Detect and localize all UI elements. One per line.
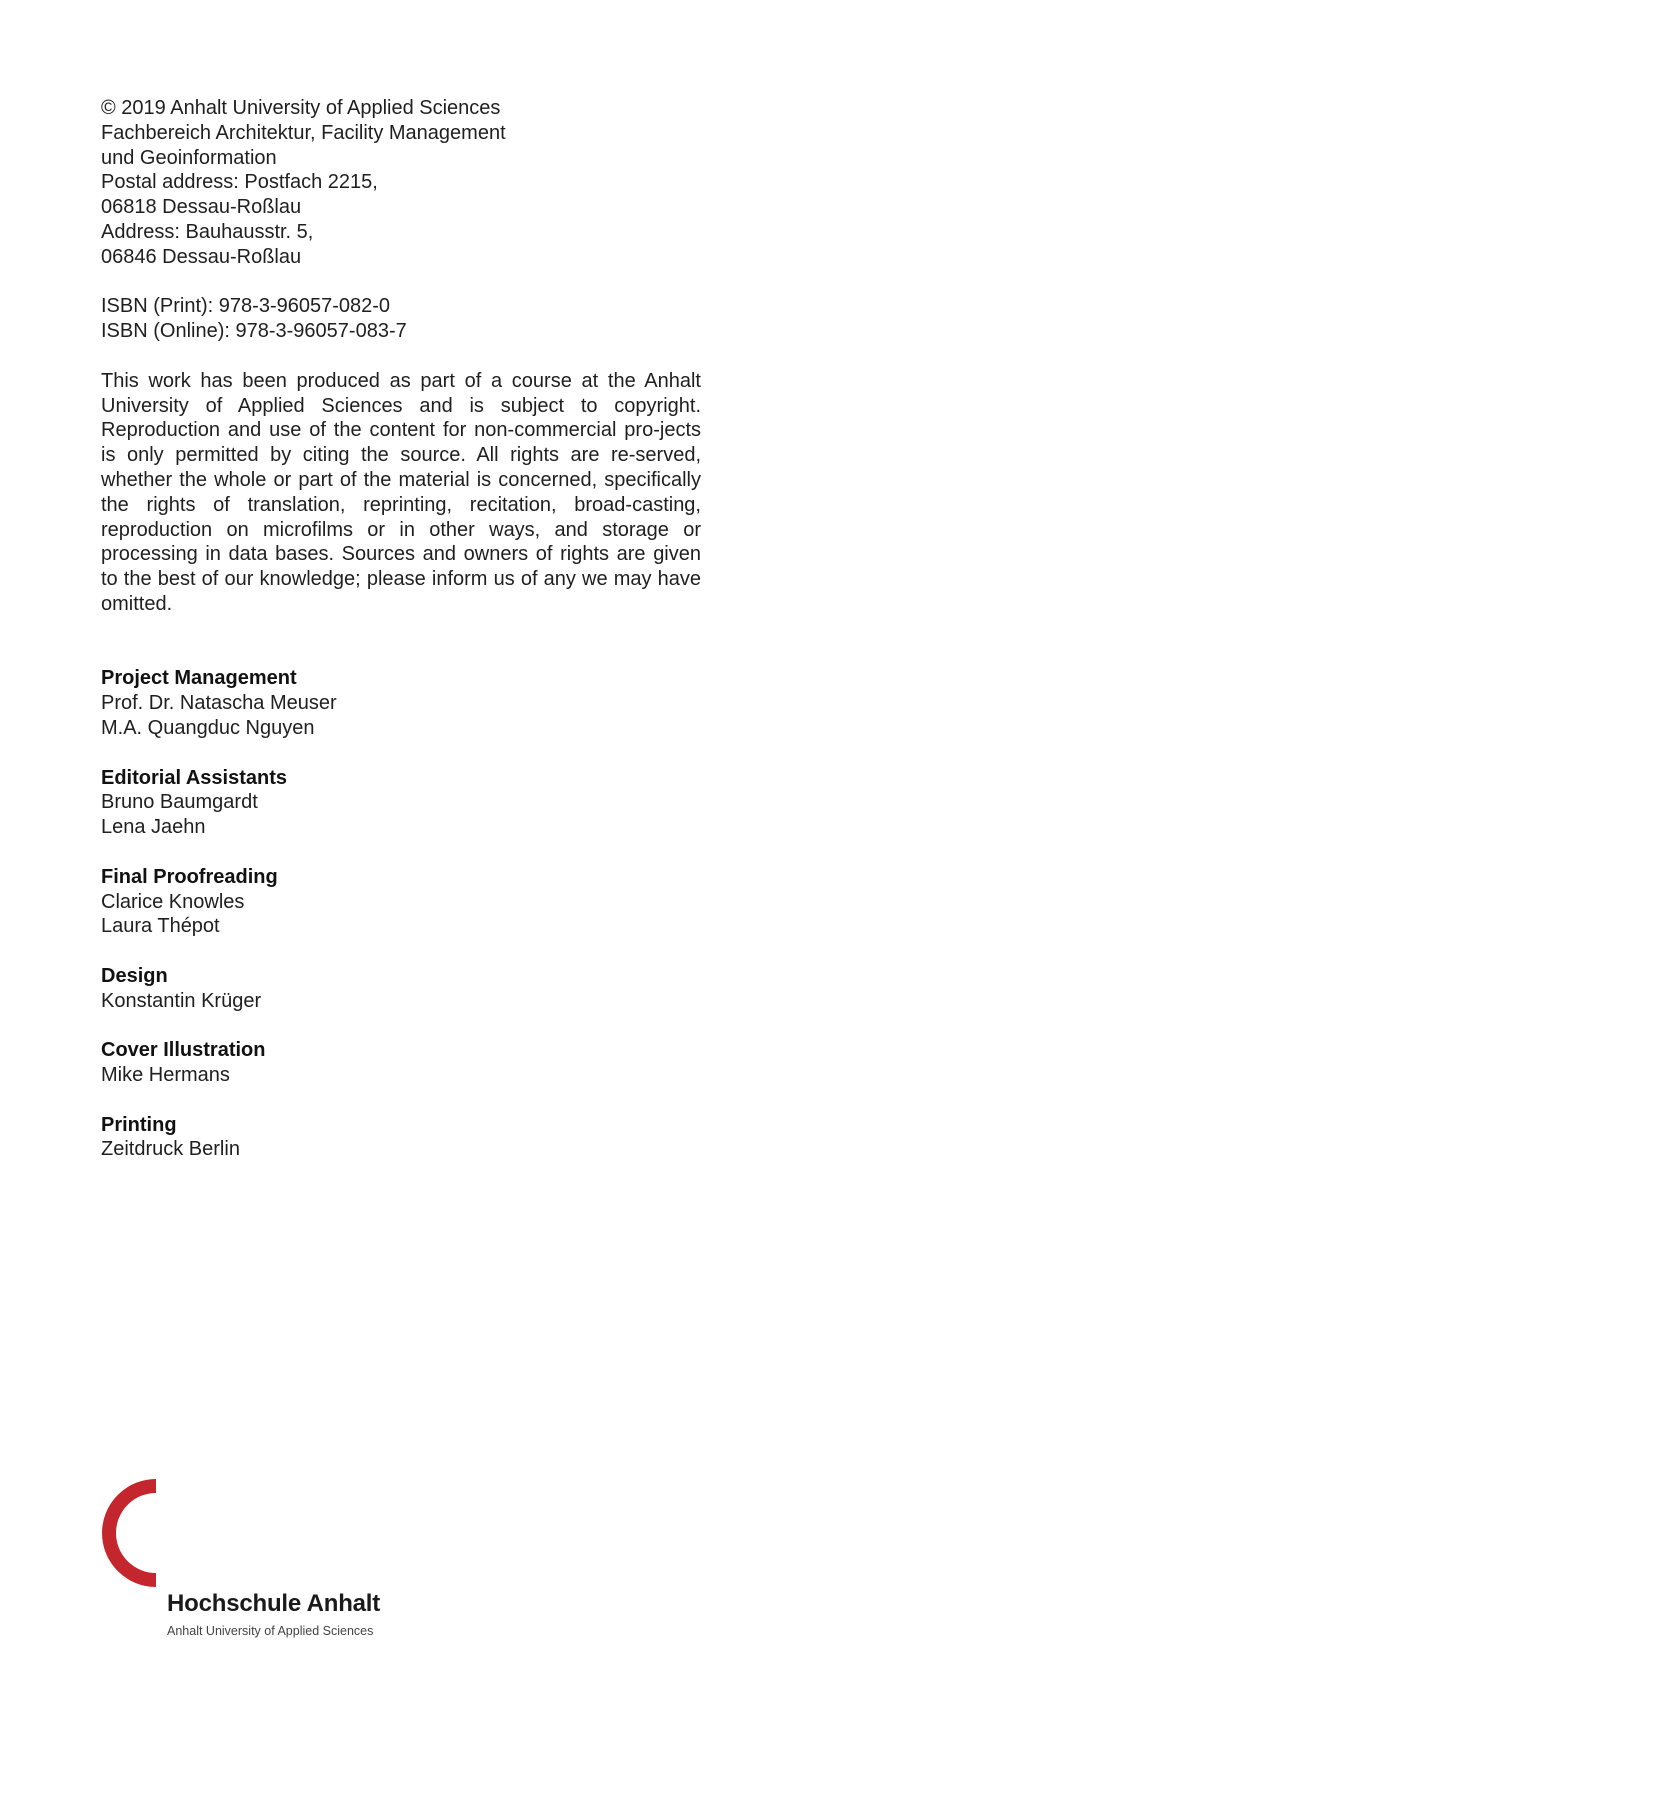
credit-heading: Final Proofreading bbox=[101, 865, 278, 888]
credit-name: Bruno Baumgardt bbox=[101, 791, 258, 814]
credit-heading: Printing bbox=[101, 1113, 177, 1136]
credit-group-editorial-assistants bbox=[101, 766, 701, 840]
publisher-line: und Geoinformation bbox=[101, 146, 277, 169]
hochschule-anhalt-logo bbox=[92, 1478, 412, 1648]
credit-name: Clarice Knowles bbox=[101, 890, 245, 913]
c-arc-shape bbox=[109, 1486, 156, 1580]
imprint-page bbox=[101, 96, 701, 1162]
credit-name: Zeitdruck Berlin bbox=[101, 1138, 240, 1161]
credit-name: Prof. Dr. Natascha Meuser bbox=[101, 692, 337, 715]
credit-heading: Editorial Assistants bbox=[101, 766, 287, 789]
logo-wordmark: Hochschule Anhalt bbox=[167, 1590, 381, 1617]
isbn-print: ISBN (Print): 978-3-96057-082-0 bbox=[101, 295, 391, 318]
credit-group-printing bbox=[101, 1113, 701, 1163]
publisher-address-block bbox=[101, 96, 701, 270]
logo-subtitle: Anhalt University of Applied Sciences bbox=[167, 1624, 374, 1638]
credit-name: Lena Jaehn bbox=[101, 816, 206, 839]
publisher-line: Fachbereich Architektur, Facility Management bbox=[101, 121, 506, 144]
publisher-line: Address: Bauhausstr. 5, bbox=[101, 220, 314, 243]
isbn-block bbox=[101, 294, 701, 344]
isbn-online: ISBN (Online): 978-3-96057-083-7 bbox=[101, 320, 407, 343]
credit-name: Konstantin Krüger bbox=[101, 989, 262, 1012]
publisher-line: © 2019 Anhalt University of Applied Sciences bbox=[101, 97, 501, 119]
c-arc-icon bbox=[92, 1478, 162, 1588]
credit-group-design bbox=[101, 964, 701, 1014]
publisher-line: Postal address: Postfach 2215, bbox=[101, 171, 378, 194]
publisher-line: 06818 Dessau-Roßlau bbox=[101, 196, 302, 219]
credit-name: M.A. Quangduc Nguyen bbox=[101, 716, 315, 739]
credits-block bbox=[101, 666, 701, 1162]
credit-group-cover-illustration bbox=[101, 1038, 701, 1088]
credit-heading: Project Management bbox=[101, 667, 297, 690]
credit-group-project-management bbox=[101, 666, 701, 740]
credit-heading: Cover Illustration bbox=[101, 1039, 266, 1062]
credit-name: Laura Thépot bbox=[101, 915, 220, 938]
copyright-notice: This work has been produced as part of a course at the Anhalt University of Applied Sciences and is subject to copyright. Reproduction and use of the content for non-commercial pro-jects is only permitted by citing the source. All rights are re-served, whether the whole or part of the material is concerned, specifically the rights of translation, reprinting, recitation, broad-casting, reproduction on microfilms or in other ways, and storage or processing in data bases. Sources and owners of rights are given to the best of our knowledge; please inform us of any we may have omitted. bbox=[101, 369, 701, 615]
publisher-line: 06846 Dessau-Roßlau bbox=[101, 245, 302, 268]
credit-group-final-proofreading bbox=[101, 865, 701, 939]
credit-name: Mike Hermans bbox=[101, 1064, 230, 1087]
credit-heading: Design bbox=[101, 964, 168, 987]
